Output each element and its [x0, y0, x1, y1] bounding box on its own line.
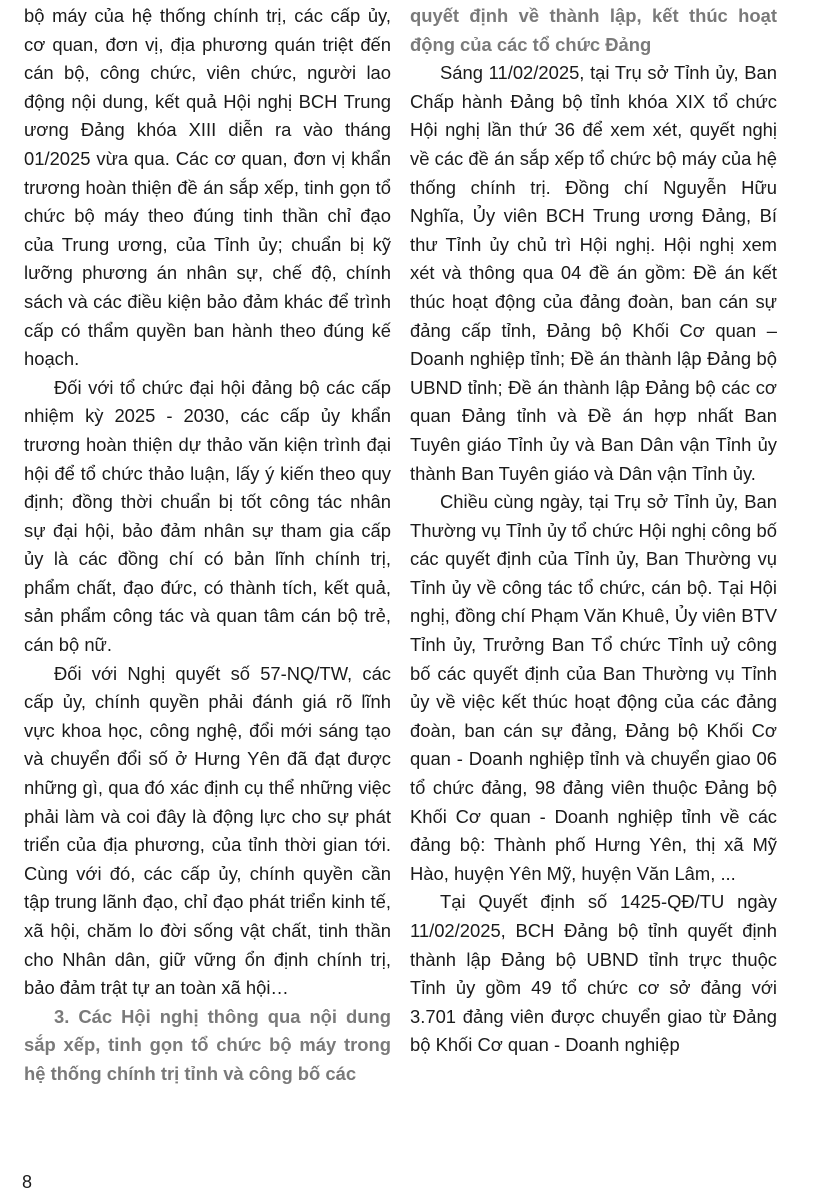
- left-paragraph-2: Đối với tổ chức đại hội đảng bộ các cấp nhiệm kỳ 2025 - 2030, các cấp ủy khẩn trương hoàn thiện dự thảo văn kiện trình đại hội để tổ chức thảo luận, lấy ý kiến theo quy định; đồng thời chuẩn bị tốt công tác nhân sự đại hội, bảo đảm nhân sự tham gia cấp ủy là các đồng chí có bản lĩnh chính trị, phẩm chất, đạo đức, có thành tích, kết quả, sản phẩm công tác và quan tâm cán bộ trẻ, cán bộ nữ.: [24, 376, 391, 656]
- left-column: [24, 2, 391, 1089]
- right-paragraph-3: Tại Quyết định số 1425-QĐ/TU ngày 11/02/2025, BCH Đảng bộ tỉnh quyết định thành lập Đảng bộ UBND tỉnh trực thuộc Tỉnh ủy gồm 49 tổ chức cơ sở đảng với 3.701 đảng viên được chuyển giao từ Đảng bộ Khối Cơ quan - Doanh nghiệp: [410, 891, 777, 1056]
- page-number: 8: [22, 1172, 33, 1192]
- section-heading-continued: quyết định về thành lập, kết thúc hoạt động của các tổ chức Đảng: [410, 5, 777, 55]
- section-heading: 3. Các Hội nghị thông qua nội dung sắp xếp, tinh gọn tổ chức bộ máy trong hệ thống chính trị tỉnh và công bố các: [24, 1005, 391, 1084]
- right-column: [410, 2, 777, 1060]
- left-paragraph-3: Đối với Nghị quyết số 57-NQ/TW, các cấp ủy, chính quyền phải đánh giá rõ lĩnh vực khoa học, công nghệ, đổi mới sáng tạo và chuyển đổi số ở Hưng Yên đã đạt được những gì, qua đó xác định cụ thể những việc phải làm và coi đây là động lực cho sự phát triển của địa phương, của tỉnh thời gian tới. Cùng với đó, các cấp ủy, chính quyền cần tập trung lãnh đạo, chỉ đạo phát triển kinh tế, xã hội, chăm lo đời sống vật chất, tinh thần cho Nhân dân, giữ vững ổn định chính trị, bảo đảm trật tự an toàn xã hội…: [24, 662, 391, 999]
- right-paragraph-2: Chiều cùng ngày, tại Trụ sở Tỉnh ủy, Ban Thường vụ Tỉnh ủy tổ chức Hội nghị công bố các quyết định của Tỉnh ủy, Ban Thường vụ Tỉnh ủy về công tác tổ chức, cán bộ. Tại Hội nghị, đồng chí Phạm Văn Khuê, Ủy viên BTV Tỉnh ủy, Trưởng Ban Tổ chức Tỉnh uỷ công bố các quyết định của Ban Thường vụ Tỉnh ủy về việc kết thúc hoạt động của các đảng đoàn, ban cán sự đảng, Đảng bộ Khối Cơ quan - Doanh nghiệp tỉnh và chuyển giao 06 tổ chức đảng, 98 đảng viên thuộc Đảng bộ Khối Cơ quan - Doanh nghiệp tỉnh về các đảng bộ: Thành phố Hưng Yên, thị xã Mỹ Hào, huyện Yên Mỹ, huyện Văn Lâm, ...: [410, 491, 778, 884]
- right-paragraph-1: Sáng 11/02/2025, tại Trụ sở Tỉnh ủy, Ban Chấp hành Đảng bộ tỉnh khóa XIX tổ chức Hội nghị lần thứ 36 để xem xét, quyết nghị về các đề án sắp xếp tổ chức bộ máy của hệ thống chính trị. Đồng chí Nguyễn Hữu Nghĩa, Ủy viên BCH Trung ương Đảng, Bí thư Tỉnh ủy chủ trì Hội nghị. Hội nghị xem xét và thông qua 04 đề án gồm: Đề án kết thúc hoạt động của đảng đoàn, ban cán sự đảng cấp tỉnh, Đảng bộ Khối Cơ quan – Doanh nghiệp tỉnh; Đề án thành lập Đảng bộ UBND tỉnh; Đề án thành lập Đảng bộ các cơ quan Đảng tỉnh và Đề án hợp nhất Ban Tuyên giáo Tỉnh ủy và Ban Dân vận Tỉnh ủy thành Ban Tuyên giáo và Dân vận Tỉnh ủy.: [410, 62, 777, 484]
- left-paragraph-1: bộ máy của hệ thống chính trị, các cấp ủy, cơ quan, đơn vị, địa phương quán triệt đến cán bộ, công chức, viên chức, người lao động nội dung, kết quả Hội nghị BCH Trung ương Đảng khóa XIII diễn ra vào tháng 01/2025 vừa qua. Các cơ quan, đơn vị khẩn trương hoàn thiện đề án sắp xếp, tinh gọn tổ chức bộ máy theo đúng tinh thần chỉ đạo của Trung ương, của Tỉnh ủy; chuẩn bị kỹ lưỡng phương án nhân sự, chế độ, chính sách và các điều kiện bảo đảm khác để trình cấp có thẩm quyền ban hành theo đúng kế hoạch.: [24, 5, 391, 370]
